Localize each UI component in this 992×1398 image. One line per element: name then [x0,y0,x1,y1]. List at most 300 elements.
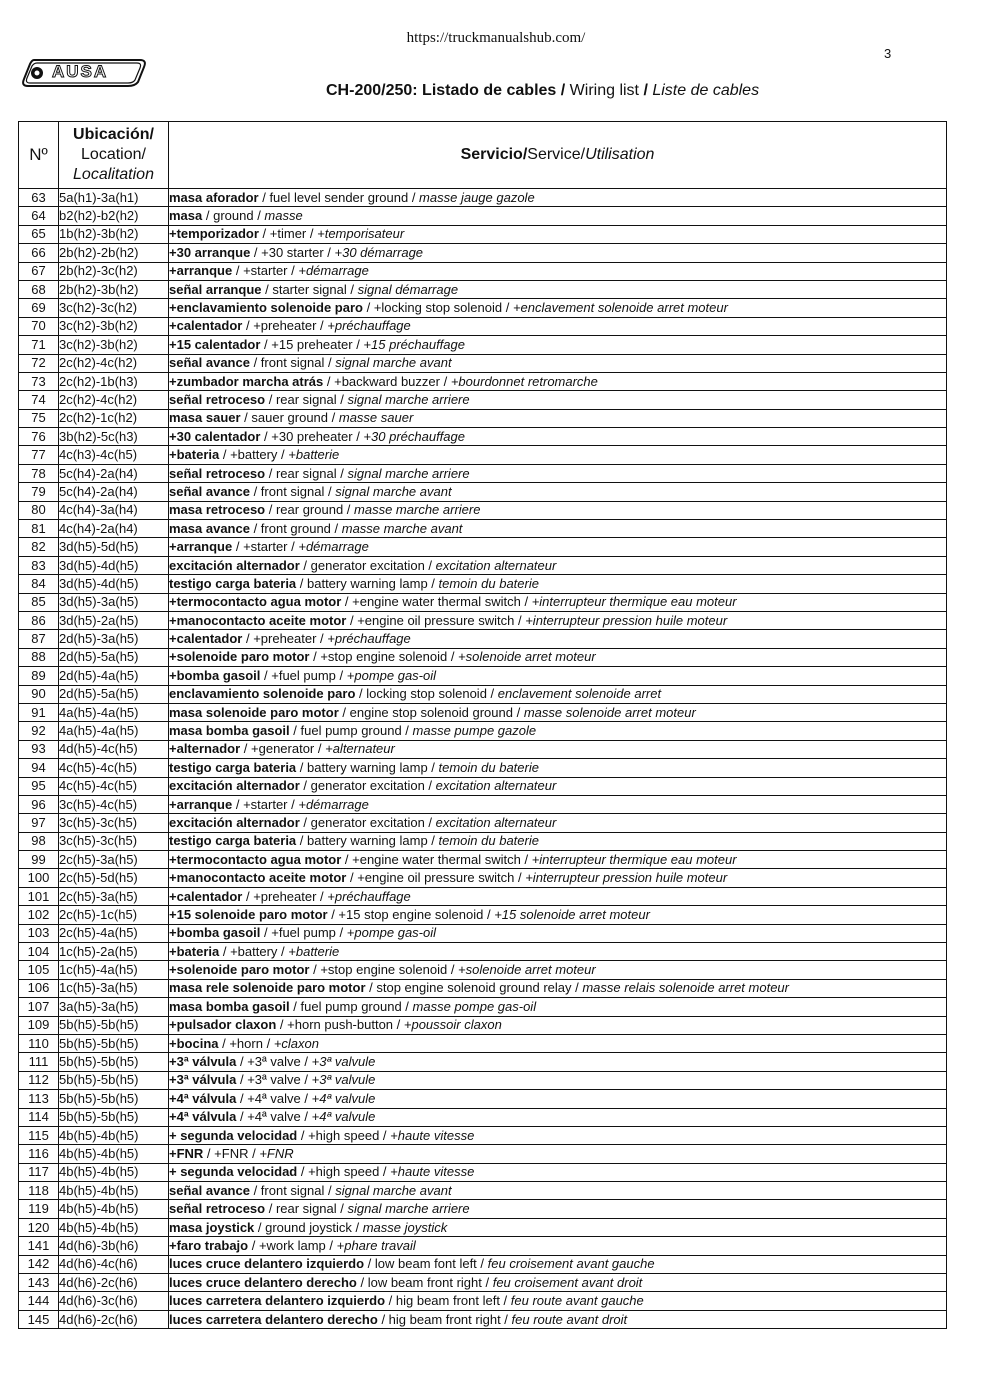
service-es: +arranque [169,539,233,555]
cell-no: 88 [19,648,59,666]
service-en: +stop engine solenoid [320,962,448,978]
service-fr: +FNR [259,1146,294,1161]
service-en: +timer [269,226,307,242]
service-es: luces carretera delantero derecho [169,1311,378,1327]
cell-no: 89 [19,667,59,685]
service-en: fuel level sender ground [269,189,409,205]
table-row [19,979,947,997]
service-es: +calentador [169,631,243,647]
cell-service: enclavamiento solenoide paro / locking stop solenoid / enclavement solenoide arret [169,685,947,703]
cell-no: 84 [19,575,59,593]
service-en: generator excitation [310,557,425,573]
service-en: rear signal [275,1201,337,1217]
service-es: señal retroceso [169,1201,266,1217]
service-fr: excitation alternateur [435,557,557,573]
table-row [19,520,947,538]
cell-location: 5b(h5)-5b(h5) [59,1071,169,1089]
cell-no: 76 [19,428,59,446]
service-fr: masse joystick [362,1219,448,1235]
service-es: masa sauer [169,410,241,426]
service-es: masa joystick [169,1219,255,1235]
cell-location: 2c(h5)-5d(h5) [59,869,169,887]
service-fr: feu route avant gauche [510,1293,644,1309]
table-row [19,1053,947,1071]
service-es: +zumbador marcha atrás [169,373,324,389]
cell-no: 96 [19,795,59,813]
service-es: + segunda velocidad [169,1164,298,1180]
cell-location: 1b(h2)-3b(h2) [59,225,169,243]
service-es: +enclavamiento solenoide paro [169,300,363,316]
cell-location: 2c(h5)-3a(h5) [59,887,169,905]
title-en: Wiring list [569,82,639,99]
table-row [19,759,947,777]
service-es: testigo carga bateria [169,759,297,775]
service-en: +preheater [253,631,317,647]
cell-no: 114 [19,1108,59,1126]
service-fr: +solenoide arret moteur [458,649,596,665]
cell-service: señal avance / front signal / signal marche avant [169,483,947,501]
cell-location: 4b(h5)-4b(h5) [59,1163,169,1181]
service-en: +engine water thermal switch [352,851,521,867]
service-es: testigo carga bateria [169,833,297,849]
table-row [19,887,947,905]
cell-service: testigo carga bateria / battery warning lamp / temoin du baterie [169,832,947,850]
cell-location: 5b(h5)-5b(h5) [59,1053,169,1071]
cell-service: +30 arranque / +30 starter / +30 démarrage [169,244,947,262]
service-es: +15 solenoide paro motor [169,906,328,922]
cell-no: 113 [19,1090,59,1108]
cell-no: 90 [19,685,59,703]
title-es: CH-200/250: Listado de cables [326,82,557,99]
table-row [19,795,947,813]
service-es: +temporizador [169,226,259,242]
service-es: +30 calentador [169,428,261,444]
cell-location: 5b(h5)-5b(h5) [59,1090,169,1108]
service-en: +horn [229,1035,263,1051]
cell-service: +bomba gasoil / +fuel pump / +pompe gas-oil [169,924,947,942]
service-fr: masse pumpe gazole [412,723,537,739]
service-fr: +enclavement solenoide arret moteur [512,300,728,316]
cell-service: masa sauer / sauer ground / masse sauer [169,409,947,427]
table-row [19,336,947,354]
table-row [19,1237,947,1255]
source-url: https://truckmanualshub.com/ [406,30,586,46]
table-row [19,207,947,225]
service-en: rear signal [275,391,337,407]
service-es: señal arranque [169,281,262,297]
table-row [19,189,947,207]
service-en: fuel pump ground [300,723,402,739]
cell-location: 4c(h3)-4c(h5) [59,446,169,464]
table-row [19,1016,947,1034]
service-fr: feu route avant droit [511,1311,628,1327]
cell-no: 116 [19,1145,59,1163]
cell-service: masa avance / front ground / masse marche avant [169,520,947,538]
cell-location: 3d(h5)-2a(h5) [59,611,169,629]
service-es: testigo carga bateria [169,575,297,591]
cell-no: 83 [19,556,59,574]
cell-no: 87 [19,630,59,648]
cell-service: +calentador / +preheater / +préchauffage [169,887,947,905]
table-row [19,1255,947,1273]
cell-location: 4a(h5)-4a(h5) [59,703,169,721]
table-row [19,943,947,961]
table-row [19,777,947,795]
table-row [19,814,947,832]
service-fr: feu croisement avant droit [492,1274,643,1290]
cell-location: 2b(h2)-3b(h2) [59,280,169,298]
cell-service: +15 solenoide paro motor / +15 stop engine solenoid / +15 solenoide arret moteur [169,906,947,924]
cell-location: 4a(h5)-4a(h5) [59,722,169,740]
title-fr: Liste de cables [652,82,760,99]
service-en: +fuel pump [271,667,336,683]
service-en: engine stop solenoid ground [349,704,513,720]
table-row [19,1108,947,1126]
cell-no: 69 [19,299,59,317]
cell-no: 93 [19,740,59,758]
service-fr: enclavement solenoide arret [497,686,662,702]
service-es: +arranque [169,796,233,812]
service-en: +stop engine solenoid [320,649,448,665]
service-fr: +préchauffage [327,631,411,647]
service-fr: temoin du baterie [438,575,539,591]
service-es: +30 arranque [169,244,251,260]
service-es: +solenoide paro motor [169,649,310,665]
service-es: luces carretera delantero izquierdo [169,1293,386,1309]
cell-no: 64 [19,207,59,225]
cell-no: 120 [19,1218,59,1236]
cell-no: 97 [19,814,59,832]
table-row [19,501,947,519]
service-es: enclavamiento solenoide paro [169,686,356,702]
service-en: +fuel pump [271,925,336,941]
table-row [19,1292,947,1310]
table-row [19,1163,947,1181]
table-row [19,1310,947,1328]
service-en: +15 preheater [271,336,353,352]
table-row [19,1034,947,1052]
table-row [19,1218,947,1236]
cell-location: 3b(h2)-5c(h3) [59,428,169,446]
cell-service: luces carretera delantero izquierdo / hig beam front left / feu route avant gauche [169,1292,947,1310]
service-en: +engine water thermal switch [352,594,521,610]
service-es: señal avance [169,355,250,371]
table-row [19,1071,947,1089]
service-es: +alternador [169,741,241,757]
page-title: CH-200/250: Listado de cables / Wiring list / Liste de cables [326,82,760,99]
cell-no: 70 [19,317,59,335]
service-fr: +4ª valvule [311,1090,376,1106]
service-fr: +30 préchauffage [363,428,465,444]
service-es: señal retroceso [169,465,266,481]
cell-service: +alternador / +generator / +alternateur [169,740,947,758]
service-en: rear signal [275,465,337,481]
service-en: low beam font left [374,1256,477,1272]
cell-location: 2d(h5)-5a(h5) [59,685,169,703]
cell-no: 145 [19,1310,59,1328]
cell-service: +4ª válvula / +4ª valve / +4ª valvule [169,1090,947,1108]
service-es: +arranque [169,263,233,279]
table-header-row [19,122,947,189]
cell-service: masa aforador / fuel level sender ground / masse jauge gazole [169,189,947,207]
table-row [19,1145,947,1163]
cell-location: 2c(h2)-4c(h2) [59,354,169,372]
cell-location: 2c(h2)-1c(h2) [59,409,169,427]
cell-location: 4d(h6)-2c(h6) [59,1310,169,1328]
cell-location: 4c(h5)-4c(h5) [59,759,169,777]
cell-location: 4d(h5)-4c(h5) [59,740,169,758]
service-fr: signal marche avant [335,483,452,499]
table-row [19,446,947,464]
table-row [19,703,947,721]
cell-location: 1c(h5)-3a(h5) [59,979,169,997]
cell-location: 4d(h6)-3c(h6) [59,1292,169,1310]
service-es: +15 calentador [169,336,261,352]
cell-service: +calentador / +preheater / +préchauffage [169,630,947,648]
service-en: front signal [260,355,325,371]
cell-no: 144 [19,1292,59,1310]
table-row [19,851,947,869]
cell-no: 102 [19,906,59,924]
service-en: generator excitation [310,814,425,830]
service-es: +solenoide paro motor [169,962,310,978]
cell-service: señal retroceso / rear signal / signal marche arriere [169,1200,947,1218]
cell-no: 80 [19,501,59,519]
service-fr: temoin du baterie [438,833,539,849]
cell-location: 4d(h6)-3b(h6) [59,1237,169,1255]
cell-location: 2d(h5)-5a(h5) [59,648,169,666]
cell-location: 3c(h2)-3b(h2) [59,336,169,354]
cell-service: +manocontacto aceite motor / +engine oil pressure switch / +interrupteur pression huile moteur [169,869,947,887]
cell-no: 79 [19,483,59,501]
cell-service: +temporizador / +timer / +temporisateur [169,225,947,243]
cell-service: +calentador / +preheater / +préchauffage [169,317,947,335]
cell-no: 85 [19,593,59,611]
service-en: hig beam front left [395,1293,500,1309]
cell-location: 2c(h5)-3a(h5) [59,851,169,869]
cell-service: masa bomba gasoil / fuel pump ground / masse pumpe gazole [169,722,947,740]
cell-service: masa bomba gasoil / fuel pump ground / masse pompe gas-oil [169,998,947,1016]
cell-service: masa joystick / ground joystick / masse joystick [169,1218,947,1236]
cell-location: 2c(h2)-1b(h3) [59,372,169,390]
service-fr: +préchauffage [327,318,411,334]
cell-location: 3d(h5)-4d(h5) [59,575,169,593]
table-row [19,1200,947,1218]
service-en: +starter [243,539,288,555]
cell-no: 142 [19,1255,59,1273]
cell-location: 5b(h5)-5b(h5) [59,1108,169,1126]
cell-no: 119 [19,1200,59,1218]
service-es: +faro trabajo [169,1237,249,1253]
service-fr: +démarrage [298,539,369,555]
table-row [19,354,947,372]
table-row [19,428,947,446]
cell-no: 71 [19,336,59,354]
cell-location: 4b(h5)-4b(h5) [59,1126,169,1144]
cell-service: +termocontacto agua motor / +engine water thermal switch / +interrupteur thermique eau moteur [169,851,947,869]
cell-location: 4b(h5)-4b(h5) [59,1218,169,1236]
service-en: +preheater [253,318,317,334]
cell-service: +bateria / +battery / +batterie [169,943,947,961]
service-en: ground joystick [265,1219,352,1235]
cell-location: 2c(h5)-1c(h5) [59,906,169,924]
cell-service: señal avance / front signal / signal marche avant [169,1182,947,1200]
service-en: +30 preheater [271,428,353,444]
cell-location: 3a(h5)-3a(h5) [59,998,169,1016]
service-en: +30 starter [261,244,324,260]
cell-no: 67 [19,262,59,280]
cell-no: 86 [19,611,59,629]
cell-service: +zumbador marcha atrás / +backward buzzer / +bourdonnet retromarche [169,372,947,390]
service-en: +3ª valve [247,1054,301,1070]
service-fr: signal marche avant [335,355,452,371]
cell-service: +3ª válvula / +3ª valve / +3ª valvule [169,1071,947,1089]
service-en: +4ª valve [247,1090,301,1106]
service-es: luces cruce delantero izquierdo [169,1256,365,1272]
cell-location: 3c(h5)-3c(h5) [59,832,169,850]
service-fr: signal marche arriere [347,465,470,481]
cell-location: 1c(h5)-4a(h5) [59,961,169,979]
service-fr: +3ª valvule [311,1054,376,1070]
cell-service: +solenoide paro motor / +stop engine solenoid / +solenoide arret moteur [169,961,947,979]
column-header-service: Servicio/Service/Utilisation [169,122,947,189]
cell-location: 5b(h5)-5b(h5) [59,1016,169,1034]
service-es: +FNR [169,1146,204,1161]
table-row [19,225,947,243]
service-fr: +phare travail [336,1237,416,1253]
service-es: +calentador [169,888,243,904]
table-row [19,1090,947,1108]
service-es: masa bomba gasoil [169,998,290,1014]
table-row [19,391,947,409]
service-fr: +interrupteur pression huile moteur [525,870,728,886]
column-header-no: Nº [19,122,59,189]
table-row [19,372,947,390]
cell-no: 73 [19,372,59,390]
service-es: +4ª válvula [169,1109,237,1125]
service-fr: +haute vitesse [390,1127,475,1143]
table-row [19,685,947,703]
logo-text: AUSA [52,62,109,81]
service-en: locking stop solenoid [366,686,487,702]
cell-no: 117 [19,1163,59,1181]
wiring-table [18,121,947,1329]
service-fr: +batterie [288,943,340,959]
service-es: +bomba gasoil [169,667,261,683]
service-fr: +haute vitesse [390,1164,475,1180]
service-fr: excitation alternateur [435,778,557,794]
service-en: +generator [251,741,315,757]
cell-no: 65 [19,225,59,243]
table-row [19,483,947,501]
cell-location: 3c(h2)-3c(h2) [59,299,169,317]
service-fr: +interrupteur pression huile moteur [525,612,728,628]
service-es: señal avance [169,483,250,499]
service-fr: temoin du baterie [438,759,539,775]
service-fr: +15 solenoide arret moteur [494,906,650,922]
table-row [19,409,947,427]
table-row [19,464,947,482]
cell-service: excitación alternador / generator excitation / excitation alternateur [169,556,947,574]
service-es: masa [169,208,203,224]
cell-service: luces cruce delantero derecho / low beam front right / feu croisement avant droit [169,1274,947,1292]
cell-service: +FNR / +FNR / +FNR [169,1145,947,1163]
cell-location: 2b(h2)-2b(h2) [59,244,169,262]
table-row [19,998,947,1016]
service-es: +manocontacto aceite motor [169,612,347,628]
service-en: +high speed [308,1164,380,1180]
cell-location: 3d(h5)-4d(h5) [59,556,169,574]
cell-location: 3c(h2)-3b(h2) [59,317,169,335]
table-row [19,244,947,262]
cell-location: 5a(h1)-3a(h1) [59,189,169,207]
table-row [19,262,947,280]
service-en: stop engine solenoid ground relay [376,980,572,996]
service-es: +4ª válvula [169,1090,237,1106]
cell-no: 72 [19,354,59,372]
cell-no: 118 [19,1182,59,1200]
cell-service: +30 calentador / +30 preheater / +30 préchauffage [169,428,947,446]
table-row [19,538,947,556]
service-fr: +4ª valvule [311,1109,376,1125]
cell-location: 4c(h5)-4c(h5) [59,777,169,795]
cell-service: luces carretera delantero derecho / hig beam front right / feu route avant droit [169,1310,947,1328]
cell-no: 94 [19,759,59,777]
service-en: +horn push-button [287,1017,394,1033]
table-row [19,1182,947,1200]
cell-no: 109 [19,1016,59,1034]
service-fr: +poussoir claxon [403,1017,502,1033]
ausa-logo [20,58,148,88]
cell-no: 78 [19,464,59,482]
cell-service: excitación alternador / generator excitation / excitation alternateur [169,777,947,795]
cell-no: 92 [19,722,59,740]
cell-service: luces cruce delantero izquierdo / low beam font left / feu croisement avant gauche [169,1255,947,1273]
cell-no: 107 [19,998,59,1016]
cell-location: 4b(h5)-4b(h5) [59,1182,169,1200]
cell-no: 105 [19,961,59,979]
cell-no: 98 [19,832,59,850]
cell-location: 5c(h4)-2a(h4) [59,464,169,482]
cell-location: 2c(h5)-4a(h5) [59,924,169,942]
service-fr: +batterie [288,447,340,463]
service-es: +bomba gasoil [169,925,261,941]
table-row [19,556,947,574]
service-en: generator excitation [310,778,425,794]
cell-service: señal retroceso / rear signal / signal marche arriere [169,464,947,482]
service-fr: signal démarrage [357,281,459,297]
service-es: masa avance [169,520,250,536]
cell-service: masa retroceso / rear ground / masse marche arriere [169,501,947,519]
cell-location: b2(h2)-b2(h2) [59,207,169,225]
table-row [19,961,947,979]
service-fr: signal marche arriere [347,391,470,407]
service-fr: masse marche avant [341,520,463,536]
cell-service: señal retroceso / rear signal / signal marche arriere [169,391,947,409]
cell-service: masa / ground / masse [169,207,947,225]
service-fr: +solenoide arret moteur [458,962,596,978]
table-row [19,611,947,629]
cell-service: +enclavamiento solenoide paro / +locking stop solenoid / +enclavement solenoide arret moteur [169,299,947,317]
cell-no: 81 [19,520,59,538]
service-fr: +15 préchauffage [363,336,465,352]
service-es: +3ª válvula [169,1072,237,1088]
cell-location: 4d(h6)-2c(h6) [59,1274,169,1292]
service-fr: +pompe gas-oil [346,925,437,941]
cell-service: +manocontacto aceite motor / +engine oil pressure switch / +interrupteur pression huile moteur [169,611,947,629]
cell-service: +arranque / +starter / +démarrage [169,538,947,556]
service-en: sauer ground [251,410,329,426]
